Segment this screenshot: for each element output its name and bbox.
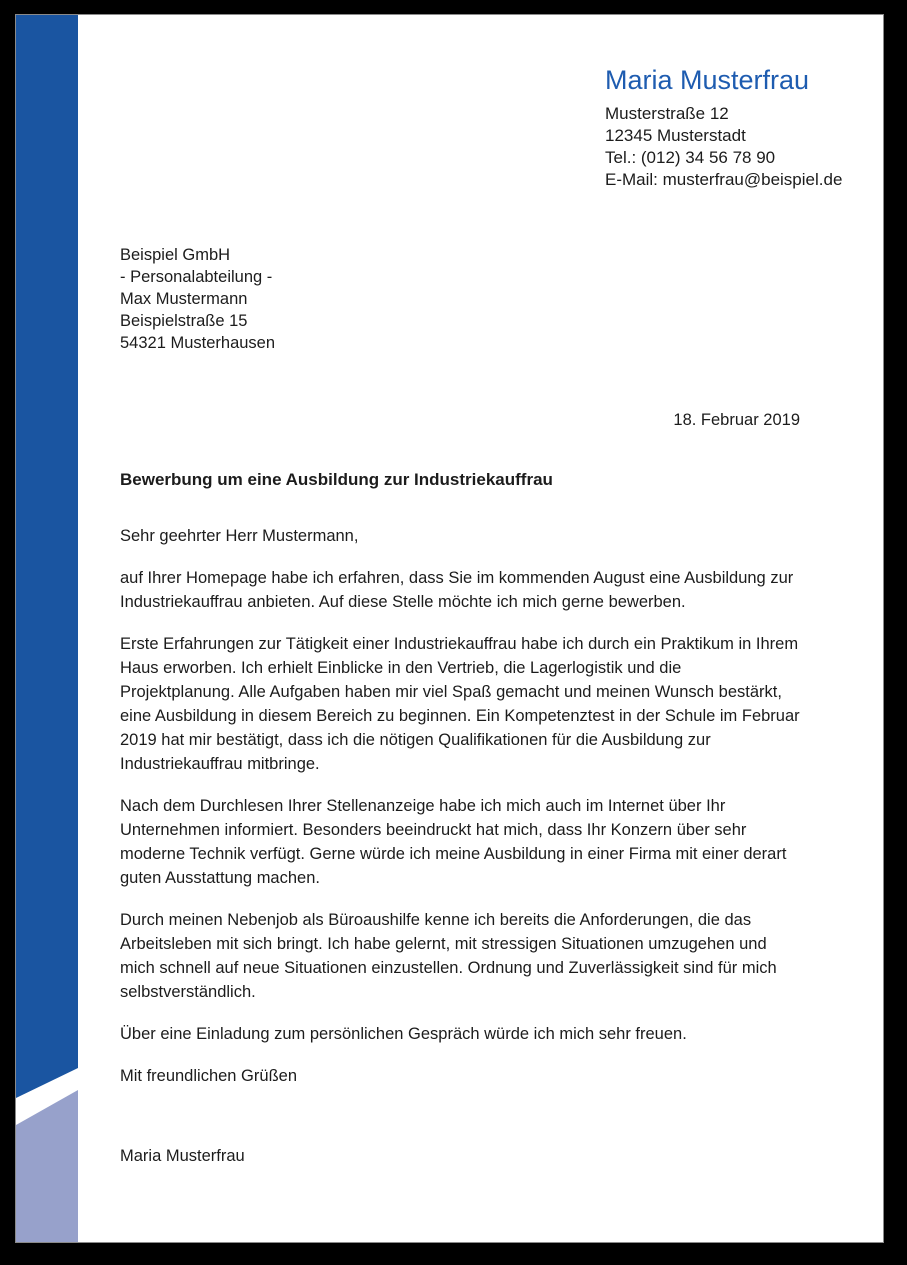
recipient-line: - Personalabteilung - [120,268,273,286]
subject-line: Bewerbung um eine Ausbildung zur Industriekauffrau [120,470,553,489]
letter-content [120,244,800,1168]
letter-page [16,15,883,1242]
body-paragraph: Nach dem Durchlesen Ihrer Stellenanzeige habe ich mich auch im Internet über Ihr Unternehmen informiert. Besonders beeindruckt hat mich, dass Ihr Konzern über sehr moderne Technik verfügt. Gerne würde ich meine Ausbildung in einer Firma mit einer derart guten Ausstattung machen. [120,797,787,887]
date-line: 18. Februar 2019 [673,411,800,429]
recipient-line: Beispielstraße 15 [120,312,248,330]
farewell-line: Mit freundlichen Grüßen [120,1067,297,1085]
sender-name: Maria Musterfrau [605,65,810,95]
recipient-line: Beispiel GmbH [120,246,231,264]
recipient-line: Max Mustermann [120,290,248,308]
sender-phone-line: Tel.: (012) 34 56 78 90 [605,148,776,167]
accent-stripe-dark [16,15,78,1242]
recipient-line: 54321 Musterhausen [120,334,276,352]
signature-name: Maria Musterfrau [120,1147,245,1165]
body-paragraph: Durch meinen Nebenjob als Büroaushilfe kenne ich bereits die Anforderungen, die das Arbeitsleben mit sich bringt. Ich habe gelernt, mit stressigen Situationen umzugehen und mich schnell auf neue Situationen einzustellen. Ordnung und Zuverlässigkeit sind für mich selbstverständlich. [120,911,777,1001]
accent-stripe [16,15,78,1242]
sender-email-line: E-Mail: musterfrau@beispiel.de [605,170,843,189]
body-paragraph: Über eine Einladung zum persönlichen Gespräch würde ich mich sehr freuen. [120,1025,687,1043]
recipient-block [120,244,800,354]
body-paragraph: auf Ihrer Homepage habe ich erfahren, dass Sie im kommenden August eine Ausbildung zur Industriekauffrau anbieten. Auf diese Stelle möchte ich mich gerne bewerben. [120,569,794,611]
sender-block [605,63,875,191]
sender-address-line: 12345 Musterstadt [605,126,746,145]
sender-address-line: Musterstraße 12 [605,104,729,123]
body-paragraph: Erste Erfahrungen zur Tätigkeit einer Industriekauffrau habe ich durch ein Praktikum in Ihrem Haus erworben. Ich erhielt Einblicke in den Vertrieb, die Lagerlogistik und die Projektplanung. Alle Aufgaben haben mir viel Spaß gemacht und meinen Wunsch bestärkt, eine Ausbildung in diesem Bereich zu beginnen. Ein Kompetenztest in der Schule im Februar 2019 hat mir bestätigt, dass ich die nötigen Qualifikationen für die Ausbildung zur Industriekauffrau mitbringe. [120,635,800,773]
salutation: Sehr geehrter Herr Mustermann, [120,527,359,545]
